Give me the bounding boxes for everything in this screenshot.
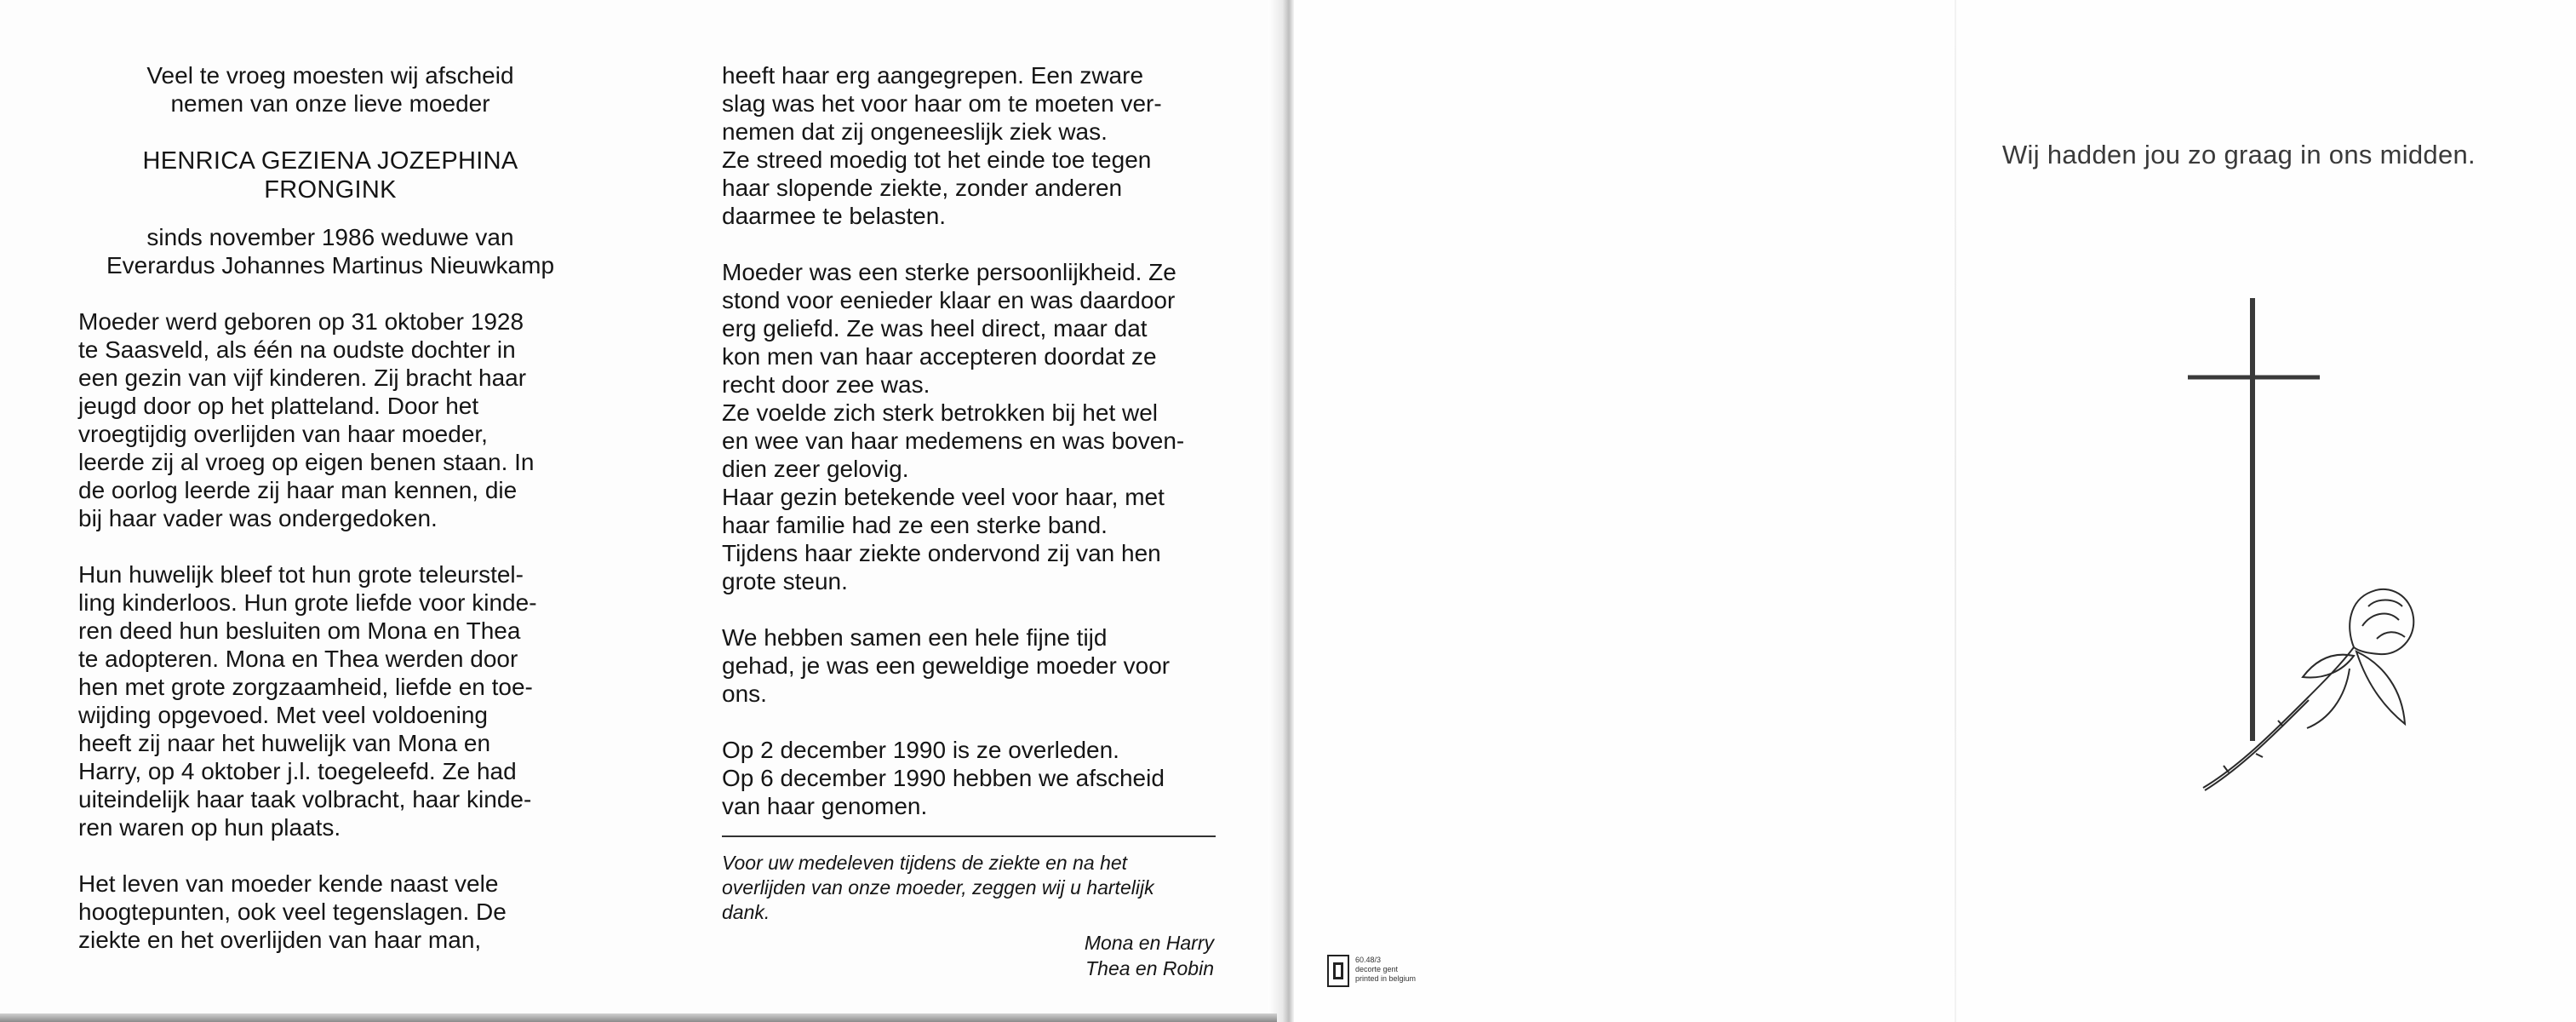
text-line: haar slopende ziekte, zonder anderen	[722, 175, 1123, 201]
text-line: bij haar vader was ondergedoken.	[78, 505, 438, 531]
signature	[722, 930, 1219, 981]
text-line: ziekte en het overlijden van haar man,	[78, 927, 482, 953]
biography-paragraph-5	[722, 258, 1219, 595]
text-line: ling kinderloos. Hun grote liefde voor kinde-	[78, 589, 537, 616]
text-line: Ze streed moedig tot het einde toe tegen	[722, 146, 1152, 173]
printer-name: decorte gent	[1355, 965, 1399, 973]
left-text-column	[78, 61, 582, 954]
text-line: grote steun.	[722, 568, 848, 594]
text-line: nemen dat zij ongeneeslijk ziek was.	[722, 118, 1108, 145]
thanks-note	[722, 851, 1219, 925]
text-line: recht door zee was.	[722, 371, 930, 398]
thanks-line: overlijden van onze moeder, zeggen wij u hartelijk	[722, 876, 1154, 899]
text-line: stond voor eenieder klaar en was daardoor	[722, 287, 1176, 313]
text-line: vroegtijdig overlijden van haar moeder,	[78, 421, 488, 447]
text-line: en wee van haar medemens en was boven-	[722, 428, 1185, 454]
intro-line: Veel te vroeg moesten wij afscheid	[146, 62, 514, 89]
text-line: gehad, je was een geweldige moeder voor	[722, 652, 1171, 679]
intro-line: nemen van onze lieve moeder	[170, 90, 490, 117]
widow-line: Everardus Johannes Martinus Nieuwkamp	[106, 252, 555, 278]
thanks-line: Voor uw medeleven tijdens de ziekte en na het	[722, 852, 1128, 874]
cross-with-rose-illustration	[2179, 290, 2435, 801]
text-line: Tijdens haar ziekte ondervond zij van hen	[722, 540, 1161, 566]
text-line: leerde zij al vroeg op eigen benen staan. In	[78, 449, 535, 475]
text-line: dien zeer gelovig.	[722, 456, 909, 482]
text-line: Hun huwelijk bleef tot hun grote teleurstel-	[78, 561, 524, 588]
text-line: te adopteren. Mona en Thea werden door	[78, 646, 518, 672]
cross-icon	[2188, 298, 2320, 741]
text-line: kon men van haar accepteren doordat ze	[722, 343, 1157, 370]
biography-paragraph-6	[722, 623, 1219, 708]
widow-line: sinds november 1986 weduwe van	[146, 224, 514, 250]
widow-text	[78, 223, 582, 279]
text-line: heeft haar erg aangegrepen. Een zware	[722, 62, 1144, 89]
text-line: wijding opgevoed. Met veel voldoening	[78, 702, 488, 728]
rose-icon	[2203, 589, 2413, 790]
text-line: haar familie had ze een sterke band.	[722, 512, 1108, 538]
signature-line: Thea en Robin	[1085, 957, 1214, 979]
biography-paragraph-2	[78, 560, 582, 841]
biography-paragraph-3	[78, 870, 582, 954]
biography-paragraph-1	[78, 307, 582, 532]
printer-mark	[1326, 952, 1445, 995]
text-line: Het leven van moeder kende naast vele	[78, 870, 499, 897]
memorial-quote: Wij hadden jou zo graag in ons midden.	[2002, 140, 2476, 169]
text-line: hen met grote zorgzaamheid, liefde en toe-	[78, 674, 533, 700]
text-line: van haar genomen.	[722, 793, 928, 819]
text-line: daarmee te belasten.	[722, 203, 947, 229]
printer-text	[1355, 956, 1416, 984]
deceased-name	[78, 146, 582, 204]
text-line: Moeder werd geboren op 31 oktober 1928	[78, 308, 524, 335]
printer-code: 60.48/3	[1355, 956, 1382, 964]
text-line: een gezin van vijf kinderen. Zij bracht haar	[78, 365, 527, 391]
text-line: Op 2 december 1990 is ze overleden.	[722, 737, 1119, 763]
text-line: ons.	[722, 680, 767, 707]
text-line: jeugd door op het platteland. Door het	[78, 393, 479, 419]
name-line: FRONGINK	[264, 176, 397, 204]
divider-line	[722, 835, 1216, 837]
text-line: Ze voelde zich sterk betrokken bij het wel	[722, 399, 1159, 426]
text-line: ren waren op hun plaats.	[78, 814, 341, 841]
text-line: heeft zij naar het huwelijk van Mona en	[78, 730, 491, 756]
printer-logo-icon	[1326, 954, 1350, 988]
right-text-column	[722, 61, 1219, 981]
text-line: Moeder was een sterke persoonlijkheid. Ze	[722, 259, 1176, 285]
text-line: Op 6 december 1990 hebben we afscheid	[722, 765, 1165, 791]
text-line: slag was het voor haar om te moeten ver-	[722, 90, 1162, 117]
text-line: uiteindelijk haar taak volbracht, haar kinde-	[78, 786, 532, 812]
text-line: We hebben samen een hele fijne tijd	[722, 624, 1108, 651]
text-line: ren deed hun besluiten om Mona en Thea	[78, 617, 521, 644]
intro-text	[78, 61, 582, 118]
printer-origin: printed in belgium	[1355, 974, 1417, 983]
text-line: de oorlog leerde zij haar man kennen, die	[78, 477, 518, 503]
text-line: te Saasveld, als één na oudste dochter in	[78, 336, 516, 363]
text-line: Harry, op 4 oktober j.l. toegeleefd. Ze had	[78, 758, 517, 784]
text-line: hoogtepunten, ook veel tegenslagen. De	[78, 899, 507, 925]
name-line: HENRICA GEZIENA JOZEPHINA	[142, 147, 518, 175]
signature-line: Mona en Harry	[1084, 932, 1214, 954]
text-line: erg geliefd. Ze was heel direct, maar dat	[722, 315, 1148, 342]
text-line: Haar gezin betekende veel voor haar, met	[722, 484, 1165, 510]
card-fold-edge	[1268, 0, 1294, 1022]
thanks-line: dank.	[722, 901, 770, 923]
death-dates	[722, 736, 1219, 820]
biography-paragraph-4	[722, 61, 1219, 230]
card-bottom-edge	[0, 1013, 1277, 1022]
outer-fold-line	[1955, 0, 1956, 1022]
